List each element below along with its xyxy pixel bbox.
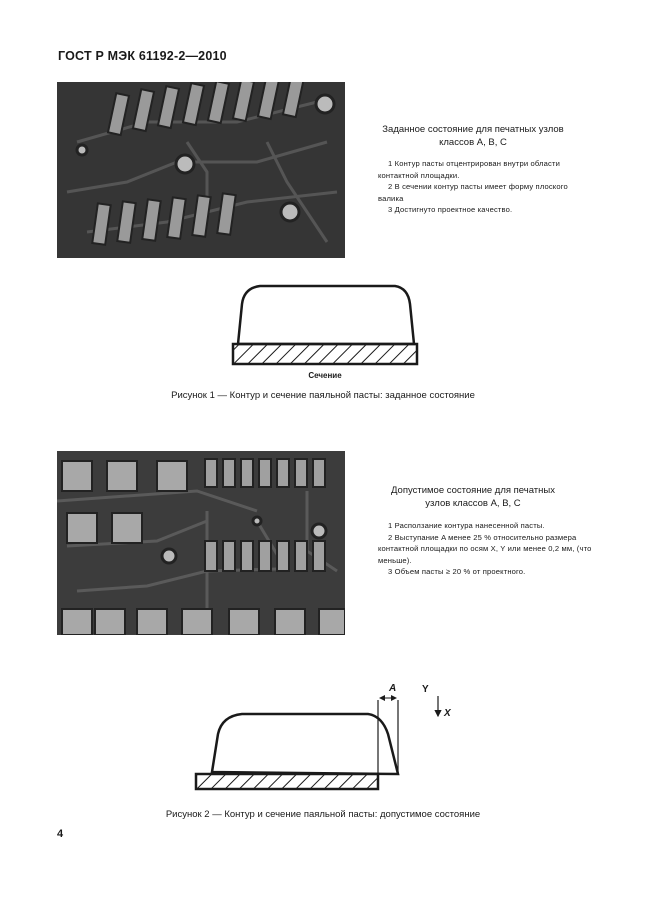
figure1-note-2: 2 В сечении контур пасты имеет форму плоского валика bbox=[378, 182, 568, 203]
axis-y-label: Y bbox=[422, 684, 429, 695]
figure1-condition-title: Заданное состояние для печатных узлов классов А, В, С bbox=[382, 124, 564, 148]
figure1-caption: Рисунок 1 — Контур и сечение паяльной пасты: заданное состояние bbox=[171, 390, 475, 401]
figure2-condition-title: Допустимое состояние для печатных узлов классов А, В, С bbox=[391, 485, 555, 509]
figure1-notes bbox=[378, 158, 592, 216]
figure2-note-1: 1 Расползание контура нанесенной пасты. bbox=[388, 521, 545, 530]
axis-x-label: X bbox=[444, 708, 451, 719]
figure1-photo bbox=[57, 82, 345, 258]
figure1-note-1: 1 Контур пасты отцентрирован внутри области контактной площадки. bbox=[378, 159, 560, 180]
figure2-note-3: 3 Объем пасты ≥ 20 % от проектного. bbox=[388, 567, 526, 576]
figure2-note-2: 2 Выступание A менее 25 % относительно размера контактной площадки по осям X, Y или менее 0,2 мм, (что меньше). bbox=[378, 532, 592, 565]
figure2-notes bbox=[378, 520, 592, 578]
pcb-photo-aligned bbox=[57, 82, 345, 258]
dimension-a-label: A bbox=[389, 683, 397, 694]
figure1-cross-section bbox=[230, 282, 420, 368]
figure1-section-label: Сечение bbox=[308, 371, 342, 380]
figure2-cross-section bbox=[190, 682, 470, 794]
page-number: 4 bbox=[57, 828, 64, 840]
figure2-photo bbox=[57, 451, 345, 635]
document-header: ГОСТ Р МЭК 61192-2—2010 bbox=[58, 49, 227, 63]
figure1-note-3: 3 Достигнуто проектное качество. bbox=[388, 205, 513, 214]
figure2-caption: Рисунок 2 — Контур и сечение паяльной пасты: допустимое состояние bbox=[165, 809, 481, 820]
pcb-photo-smeared bbox=[57, 451, 345, 635]
